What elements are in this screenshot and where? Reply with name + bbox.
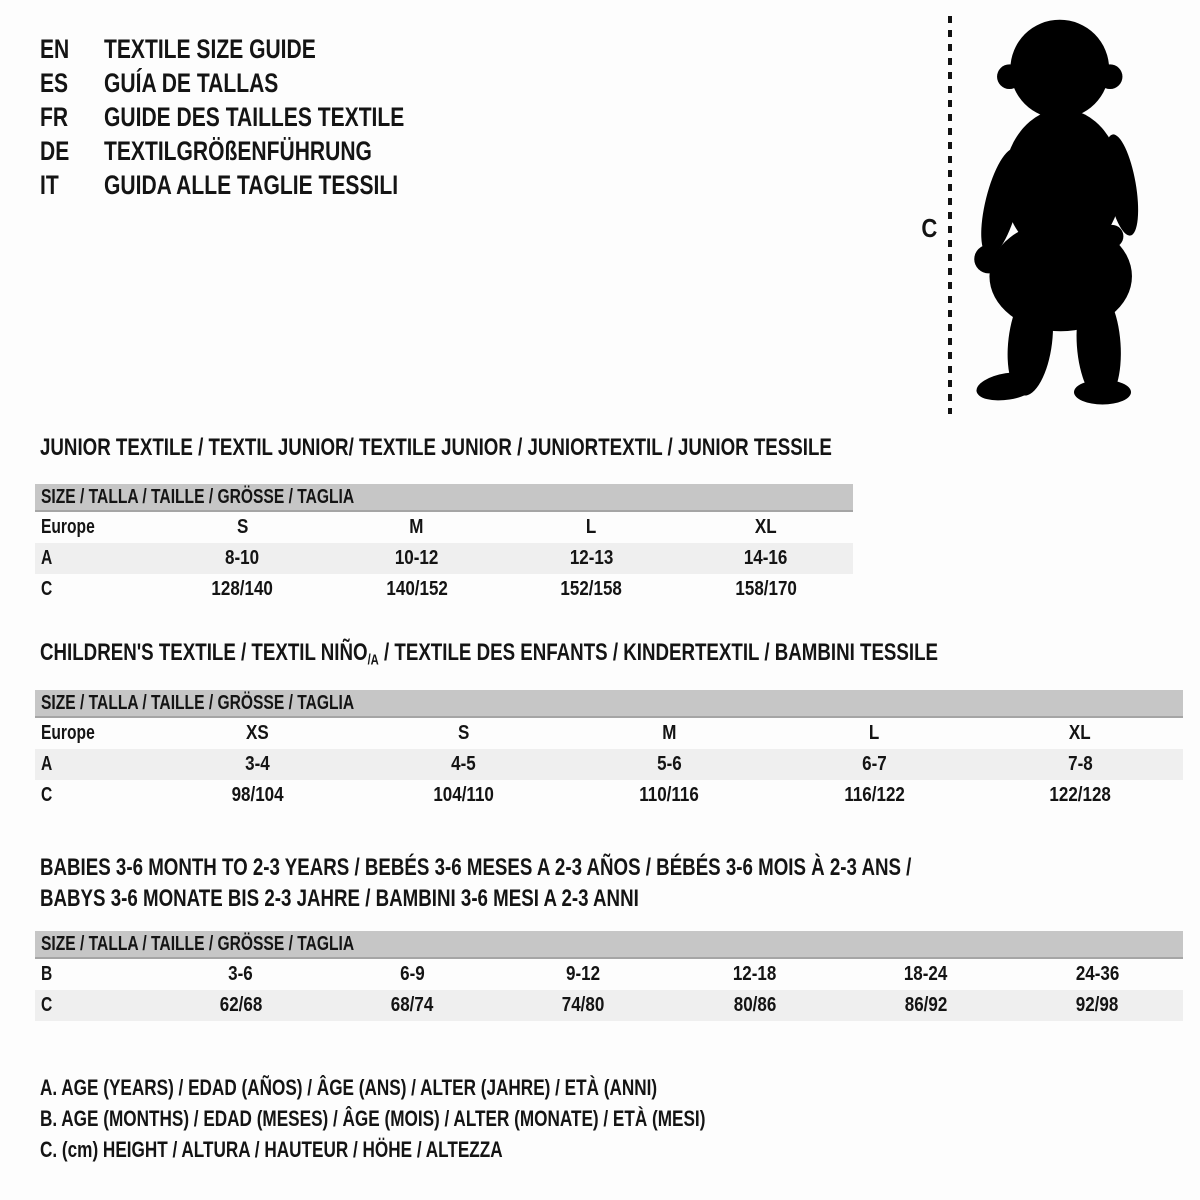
table-cell-text: 12-18 — [732, 963, 777, 985]
title-part: JUNIOR TEXTILE / TEXTIL JUNIOR/ TEXTILE JUNIOR / JUNIORTEXTIL / JUNIOR TESSILE — [40, 434, 832, 461]
table-row — [35, 749, 1183, 780]
section-title-text — [40, 883, 639, 914]
legend-line — [40, 1103, 893, 1134]
table-cell — [772, 718, 978, 749]
language-list — [40, 32, 489, 202]
language-row — [40, 32, 489, 66]
table-cell — [772, 749, 978, 780]
table-cell-text: L — [586, 516, 597, 538]
row-label — [35, 780, 155, 811]
table-cell-text: XL — [1069, 722, 1092, 744]
table-cell — [326, 959, 497, 990]
table-cell — [155, 574, 330, 605]
language-row — [40, 100, 489, 134]
legend-line — [40, 1072, 893, 1103]
table-cell — [566, 749, 772, 780]
section-title-text — [40, 637, 938, 676]
table-cell — [155, 780, 361, 811]
table-cell — [772, 780, 978, 811]
table-cell — [504, 512, 679, 543]
table-cell — [155, 959, 326, 990]
table-row — [35, 990, 1183, 1021]
table-cell — [679, 543, 854, 574]
table-cell-text: 152/158 — [560, 578, 622, 600]
table-cell — [155, 718, 361, 749]
row-label — [35, 990, 155, 1021]
row-label — [35, 543, 155, 574]
table-cell-text: 122/128 — [1049, 784, 1111, 806]
table-header-bar — [35, 690, 1183, 718]
baby-silhouette-figure — [940, 12, 1150, 418]
table-cell — [330, 512, 505, 543]
row-label-text: C — [41, 578, 53, 600]
table-cell — [977, 749, 1183, 780]
title-subscript: /A — [367, 652, 379, 669]
language-row — [40, 66, 489, 100]
table-row — [35, 718, 1183, 749]
table-cell-text: 24-36 — [1075, 963, 1120, 985]
table-cell-text: 128/140 — [211, 578, 273, 600]
language-row — [40, 168, 489, 202]
legend-line-text: A. AGE (YEARS) / EDAD (AÑOS) / ÂGE (ANS) / ALTER (JAHRE) / ETÀ (ANNI) — [40, 1075, 658, 1100]
section-title-text — [40, 432, 832, 463]
size-table-children — [35, 690, 1183, 811]
table-cell-text: 62/68 — [219, 994, 262, 1016]
table-cell-text: S — [236, 516, 248, 538]
table-rows — [35, 718, 1183, 811]
height-measure-label — [920, 213, 939, 243]
table-cell — [504, 543, 679, 574]
row-label-text: A — [41, 753, 53, 775]
table-cell-text: 7-8 — [1067, 753, 1093, 775]
row-label-text: A — [41, 547, 53, 569]
language-label: TEXTILE SIZE GUIDE — [104, 34, 316, 64]
table-row — [35, 512, 853, 543]
section-title-line — [40, 432, 1055, 463]
language-code-text: FR — [40, 102, 69, 132]
row-label-text: C — [41, 994, 53, 1016]
language-label: TEXTILGRÖßENFÜHRUNG — [104, 136, 372, 166]
table-cell-text: 80/86 — [733, 994, 776, 1016]
table-cell-text: L — [869, 722, 880, 744]
legend — [40, 1072, 893, 1165]
table-cell-text: XL — [754, 516, 777, 538]
table-cell-text: 116/122 — [844, 784, 905, 806]
language-code — [40, 134, 104, 168]
table-cell-text: 12-13 — [569, 547, 613, 569]
table-cell-text: 92/98 — [1076, 994, 1119, 1016]
table-cell-text: 68/74 — [390, 994, 434, 1016]
baby-silhouette — [973, 20, 1145, 405]
table-cell-text: 5-6 — [656, 753, 682, 775]
table-cell — [1012, 990, 1183, 1021]
table-header-text: SIZE / TALLA / TAILLE / GRÖSSE / TAGLIA — [41, 486, 355, 508]
language-code — [40, 66, 104, 100]
title-part: CHILDREN'S TEXTILE / TEXTIL NIÑO — [40, 639, 368, 666]
table-cell — [566, 718, 772, 749]
legend-line-text: C. (cm) HEIGHT / ALTURA / HAUTEUR / HÖHE / ALTEZZA — [40, 1137, 503, 1162]
table-cell — [498, 990, 669, 1021]
table-header-text: SIZE / TALLA / TAILLE / GRÖSSE / TAGLIA — [41, 692, 355, 714]
table-cell-text: 14-16 — [744, 547, 788, 569]
table-cell — [330, 574, 505, 605]
language-label: GUIDE DES TAILLES TEXTILE — [104, 102, 405, 132]
table-cell — [977, 718, 1183, 749]
section-title-children — [40, 637, 1191, 676]
table-row — [35, 780, 1183, 811]
language-code — [40, 100, 104, 134]
size-table-junior — [35, 484, 853, 605]
table-cell-text: 10-12 — [395, 547, 439, 569]
table-row — [35, 543, 853, 574]
table-cell-text: 18-24 — [904, 963, 948, 985]
row-label — [35, 959, 155, 990]
table-row — [35, 959, 1183, 990]
table-cell — [155, 512, 330, 543]
size-table-babies — [35, 931, 1183, 1021]
language-code — [40, 32, 104, 66]
legend-line-text: B. AGE (MONTHS) / EDAD (MESES) / ÂGE (MOIS) / ALTER (MONATE) / ETÀ (MESI) — [40, 1106, 706, 1131]
table-header-text: SIZE / TALLA / TAILLE / GRÖSSE / TAGLIA — [41, 933, 355, 955]
table-cell-text: 9-12 — [566, 963, 601, 985]
language-code-text: IT — [40, 170, 59, 200]
row-label-text: Europe — [41, 722, 95, 744]
table-cell — [504, 574, 679, 605]
row-label — [35, 512, 155, 543]
table-cell-text: M — [661, 722, 677, 744]
table-cell — [679, 512, 854, 543]
table-cell-text: S — [457, 722, 470, 744]
table-header-bar — [35, 931, 1183, 959]
table-header-bar — [35, 484, 853, 512]
section-title-babies — [40, 852, 1157, 914]
section-title-line — [40, 852, 1157, 883]
table-cell — [679, 574, 854, 605]
table-cell-text: 86/92 — [904, 994, 948, 1016]
table-cell-text: 98/104 — [231, 784, 284, 806]
table-cell — [361, 749, 567, 780]
table-cell — [155, 749, 361, 780]
table-cell-text: 6-9 — [399, 963, 425, 985]
table-cell-text: 104/110 — [433, 784, 494, 806]
table-cell — [155, 990, 326, 1021]
table-cell — [361, 718, 567, 749]
table-cell-text: 3-6 — [228, 963, 253, 985]
table-cell — [361, 780, 567, 811]
table-cell — [1012, 959, 1183, 990]
table-cell — [840, 990, 1011, 1021]
language-label: GUIDA ALLE TAGLIE TESSILI — [104, 170, 399, 200]
section-title-line — [40, 883, 1157, 914]
title-part: BABIES 3-6 MONTH TO 2-3 YEARS / BEBÉS 3-6 MESES A 2-3 AÑOS / BÉBÉS 3-6 MOIS À 2-3 ANS / — [40, 854, 912, 881]
title-part: BABYS 3-6 MONATE BIS 2-3 JAHRE / BAMBINI 3-6 MESI A 2-3 ANNI — [40, 885, 639, 912]
table-cell — [977, 780, 1183, 811]
table-cell — [840, 959, 1011, 990]
table-cell — [566, 780, 772, 811]
table-cell-text: 158/170 — [735, 578, 797, 600]
table-cell-text: 6-7 — [862, 753, 887, 775]
table-cell-text: M — [409, 516, 424, 538]
table-cell-text: 8-10 — [225, 547, 260, 569]
row-label — [35, 574, 155, 605]
height-measure-label-text: C — [921, 213, 938, 243]
table-cell — [330, 543, 505, 574]
section-title-text — [40, 852, 911, 883]
row-label-text: C — [41, 784, 53, 806]
table-cell — [669, 990, 840, 1021]
table-cell — [155, 543, 330, 574]
row-label-text: Europe — [41, 516, 95, 538]
language-code-text: EN — [40, 34, 70, 64]
language-code-text: ES — [40, 68, 69, 98]
table-cell-text: 3-4 — [245, 753, 271, 775]
table-rows — [35, 959, 1183, 1021]
table-cell — [669, 959, 840, 990]
row-label-text: B — [41, 963, 53, 985]
language-label: GUÍA DE TALLAS — [104, 68, 279, 98]
row-label — [35, 749, 155, 780]
table-cell-text: 4-5 — [451, 753, 476, 775]
table-rows — [35, 512, 853, 605]
title-part: / TEXTILE DES ENFANTS / KINDERTEXTIL / BAMBINI TESSILE — [378, 639, 939, 666]
section-title-line — [40, 637, 1191, 676]
language-row — [40, 134, 489, 168]
language-code-text: DE — [40, 136, 70, 166]
table-cell — [498, 959, 669, 990]
table-cell-text: 140/152 — [386, 578, 448, 600]
row-label — [35, 718, 155, 749]
table-cell-text: XS — [246, 722, 270, 744]
table-row — [35, 574, 853, 605]
table-cell-text: 110/116 — [639, 784, 699, 806]
legend-line — [40, 1134, 893, 1165]
section-title-junior — [40, 432, 1055, 463]
table-cell — [326, 990, 497, 1021]
table-cell-text: 74/80 — [562, 994, 605, 1016]
language-code — [40, 168, 104, 202]
